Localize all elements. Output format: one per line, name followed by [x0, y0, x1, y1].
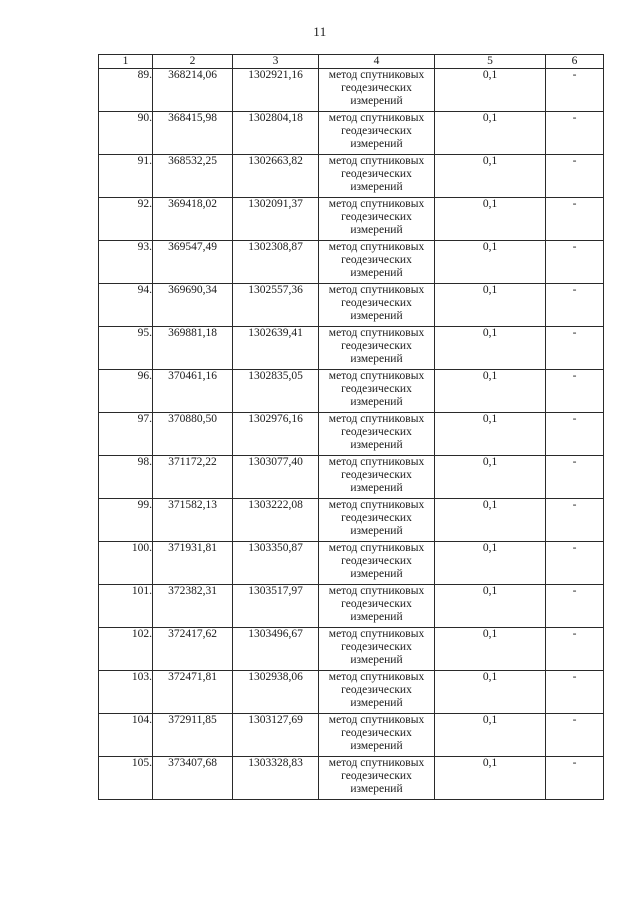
method-line-3: измерений — [350, 95, 403, 107]
method-line-2: геодезических — [341, 598, 412, 610]
accuracy-value: 0,1 — [435, 499, 546, 542]
method-line-3: измерений — [350, 267, 403, 279]
table-row — [99, 456, 604, 499]
method-line-2: геодезических — [341, 727, 412, 739]
point-number: 91. — [99, 155, 153, 198]
measurement-method — [319, 714, 435, 757]
measurement-method — [319, 241, 435, 284]
coordinates-table — [98, 54, 604, 800]
note-value: - — [546, 327, 604, 370]
note-value: - — [546, 757, 604, 800]
accuracy-value: 0,1 — [435, 413, 546, 456]
measurement-method — [319, 757, 435, 800]
point-number: 94. — [99, 284, 153, 327]
coordinate-x: 373407,68 — [153, 757, 233, 800]
measurement-method — [319, 69, 435, 112]
coordinate-x: 372911,85 — [153, 714, 233, 757]
coordinate-x: 372471,81 — [153, 671, 233, 714]
table-body — [99, 69, 604, 800]
measurement-method — [319, 370, 435, 413]
table-row — [99, 198, 604, 241]
table-row — [99, 69, 604, 112]
method-line-2: геодезических — [341, 82, 412, 94]
method-line-3: измерений — [350, 482, 403, 494]
coordinate-y: 1303222,08 — [233, 499, 319, 542]
method-line-1: метод спутниковых — [328, 241, 425, 253]
note-value: - — [546, 671, 604, 714]
method-line-2: геодезических — [341, 512, 412, 524]
coordinate-x: 369881,18 — [153, 327, 233, 370]
accuracy-value: 0,1 — [435, 284, 546, 327]
coordinate-x: 372417,62 — [153, 628, 233, 671]
coordinate-x: 370461,16 — [153, 370, 233, 413]
coordinate-y: 1302976,16 — [233, 413, 319, 456]
column-header-6: 6 — [546, 55, 604, 69]
note-value: - — [546, 628, 604, 671]
method-line-1: метод спутниковых — [328, 499, 425, 511]
method-line-1: метод спутниковых — [328, 198, 425, 210]
point-number: 98. — [99, 456, 153, 499]
measurement-method — [319, 112, 435, 155]
point-number: 93. — [99, 241, 153, 284]
method-line-3: измерений — [350, 138, 403, 150]
coordinate-x: 368532,25 — [153, 155, 233, 198]
accuracy-value: 0,1 — [435, 155, 546, 198]
point-number: 101. — [99, 585, 153, 628]
coordinate-y: 1303350,87 — [233, 542, 319, 585]
coordinate-y: 1302804,18 — [233, 112, 319, 155]
method-line-3: измерений — [350, 181, 403, 193]
coordinate-y: 1302938,06 — [233, 671, 319, 714]
method-line-1: метод спутниковых — [328, 714, 425, 726]
coordinate-x: 368415,98 — [153, 112, 233, 155]
note-value: - — [546, 112, 604, 155]
coordinate-y: 1302308,87 — [233, 241, 319, 284]
table-row — [99, 671, 604, 714]
note-value: - — [546, 585, 604, 628]
accuracy-value: 0,1 — [435, 757, 546, 800]
coordinate-y: 1302921,16 — [233, 69, 319, 112]
column-header-1: 1 — [99, 55, 153, 69]
coordinate-x: 369418,02 — [153, 198, 233, 241]
method-line-2: геодезических — [341, 168, 412, 180]
coordinate-y: 1302663,82 — [233, 155, 319, 198]
coordinate-x: 369690,34 — [153, 284, 233, 327]
coordinate-y: 1303496,67 — [233, 628, 319, 671]
coordinate-x: 370880,50 — [153, 413, 233, 456]
accuracy-value: 0,1 — [435, 112, 546, 155]
table-row — [99, 155, 604, 198]
accuracy-value: 0,1 — [435, 542, 546, 585]
method-line-3: измерений — [350, 439, 403, 451]
coordinate-y: 1303077,40 — [233, 456, 319, 499]
note-value: - — [546, 370, 604, 413]
note-value: - — [546, 456, 604, 499]
measurement-method — [319, 628, 435, 671]
coordinate-x: 369547,49 — [153, 241, 233, 284]
measurement-method — [319, 499, 435, 542]
coordinate-y: 1303127,69 — [233, 714, 319, 757]
method-line-1: метод спутниковых — [328, 413, 425, 425]
accuracy-value: 0,1 — [435, 714, 546, 757]
method-line-3: измерений — [350, 568, 403, 580]
method-line-3: измерений — [350, 353, 403, 365]
table-row — [99, 542, 604, 585]
point-number: 103. — [99, 671, 153, 714]
method-line-1: метод спутниковых — [328, 327, 425, 339]
method-line-1: метод спутниковых — [328, 757, 425, 769]
table-row — [99, 499, 604, 542]
table-row — [99, 714, 604, 757]
method-line-2: геодезических — [341, 426, 412, 438]
point-number: 100. — [99, 542, 153, 585]
coordinate-x: 371172,22 — [153, 456, 233, 499]
method-line-1: метод спутниковых — [328, 585, 425, 597]
measurement-method — [319, 671, 435, 714]
measurement-method — [319, 198, 435, 241]
measurement-method — [319, 456, 435, 499]
method-line-1: метод спутниковых — [328, 370, 425, 382]
note-value: - — [546, 69, 604, 112]
column-header-4: 4 — [319, 55, 435, 69]
note-value: - — [546, 499, 604, 542]
method-line-2: геодезических — [341, 297, 412, 309]
method-line-2: геодезических — [341, 555, 412, 567]
point-number: 96. — [99, 370, 153, 413]
measurement-method — [319, 327, 435, 370]
method-line-2: геодезических — [341, 340, 412, 352]
method-line-3: измерений — [350, 525, 403, 537]
measurement-method — [319, 155, 435, 198]
method-line-2: геодезических — [341, 254, 412, 266]
table-header-row — [99, 55, 604, 69]
method-line-2: геодезических — [341, 211, 412, 223]
point-number: 105. — [99, 757, 153, 800]
point-number: 102. — [99, 628, 153, 671]
table-row — [99, 112, 604, 155]
method-line-3: измерений — [350, 611, 403, 623]
accuracy-value: 0,1 — [435, 456, 546, 499]
note-value: - — [546, 714, 604, 757]
method-line-1: метод спутниковых — [328, 628, 425, 640]
note-value: - — [546, 155, 604, 198]
method-line-1: метод спутниковых — [328, 69, 425, 81]
column-header-3: 3 — [233, 55, 319, 69]
method-line-1: метод спутниковых — [328, 542, 425, 554]
accuracy-value: 0,1 — [435, 370, 546, 413]
method-line-3: измерений — [350, 697, 403, 709]
column-header-2: 2 — [153, 55, 233, 69]
coordinate-x: 372382,31 — [153, 585, 233, 628]
table-row — [99, 284, 604, 327]
method-line-3: измерений — [350, 224, 403, 236]
note-value: - — [546, 241, 604, 284]
coordinate-x: 371931,81 — [153, 542, 233, 585]
table-row — [99, 757, 604, 800]
coordinate-x: 371582,13 — [153, 499, 233, 542]
method-line-1: метод спутниковых — [328, 155, 425, 167]
measurement-method — [319, 284, 435, 327]
method-line-1: метод спутниковых — [328, 284, 425, 296]
point-number: 92. — [99, 198, 153, 241]
point-number: 97. — [99, 413, 153, 456]
method-line-2: геодезических — [341, 125, 412, 137]
table-row — [99, 327, 604, 370]
coordinate-x: 368214,06 — [153, 69, 233, 112]
note-value: - — [546, 413, 604, 456]
table-row — [99, 241, 604, 284]
measurement-method — [319, 413, 435, 456]
column-header-5: 5 — [435, 55, 546, 69]
table-row — [99, 585, 604, 628]
coordinate-y: 1303328,83 — [233, 757, 319, 800]
note-value: - — [546, 284, 604, 327]
method-line-2: геодезических — [341, 469, 412, 481]
point-number: 99. — [99, 499, 153, 542]
measurement-method — [319, 542, 435, 585]
point-number: 90. — [99, 112, 153, 155]
method-line-3: измерений — [350, 783, 403, 795]
point-number: 95. — [99, 327, 153, 370]
accuracy-value: 0,1 — [435, 671, 546, 714]
method-line-2: геодезических — [341, 684, 412, 696]
note-value: - — [546, 542, 604, 585]
method-line-3: измерений — [350, 310, 403, 322]
coordinate-y: 1302557,36 — [233, 284, 319, 327]
method-line-1: метод спутниковых — [328, 112, 425, 124]
accuracy-value: 0,1 — [435, 69, 546, 112]
table-row — [99, 370, 604, 413]
coordinate-y: 1302835,05 — [233, 370, 319, 413]
accuracy-value: 0,1 — [435, 585, 546, 628]
method-line-3: измерений — [350, 654, 403, 666]
method-line-2: геодезических — [341, 383, 412, 395]
accuracy-value: 0,1 — [435, 198, 546, 241]
method-line-2: геодезических — [341, 770, 412, 782]
accuracy-value: 0,1 — [435, 628, 546, 671]
method-line-1: метод спутниковых — [328, 671, 425, 683]
page-number: 11 — [313, 24, 327, 39]
note-value: - — [546, 198, 604, 241]
table-row — [99, 628, 604, 671]
method-line-2: геодезических — [341, 641, 412, 653]
accuracy-value: 0,1 — [435, 327, 546, 370]
coordinate-y: 1303517,97 — [233, 585, 319, 628]
method-line-1: метод спутниковых — [328, 456, 425, 468]
coordinate-y: 1302639,41 — [233, 327, 319, 370]
measurement-method — [319, 585, 435, 628]
method-line-3: измерений — [350, 396, 403, 408]
table-row — [99, 413, 604, 456]
accuracy-value: 0,1 — [435, 241, 546, 284]
point-number: 89. — [99, 69, 153, 112]
method-line-3: измерений — [350, 740, 403, 752]
coordinate-y: 1302091,37 — [233, 198, 319, 241]
point-number: 104. — [99, 714, 153, 757]
